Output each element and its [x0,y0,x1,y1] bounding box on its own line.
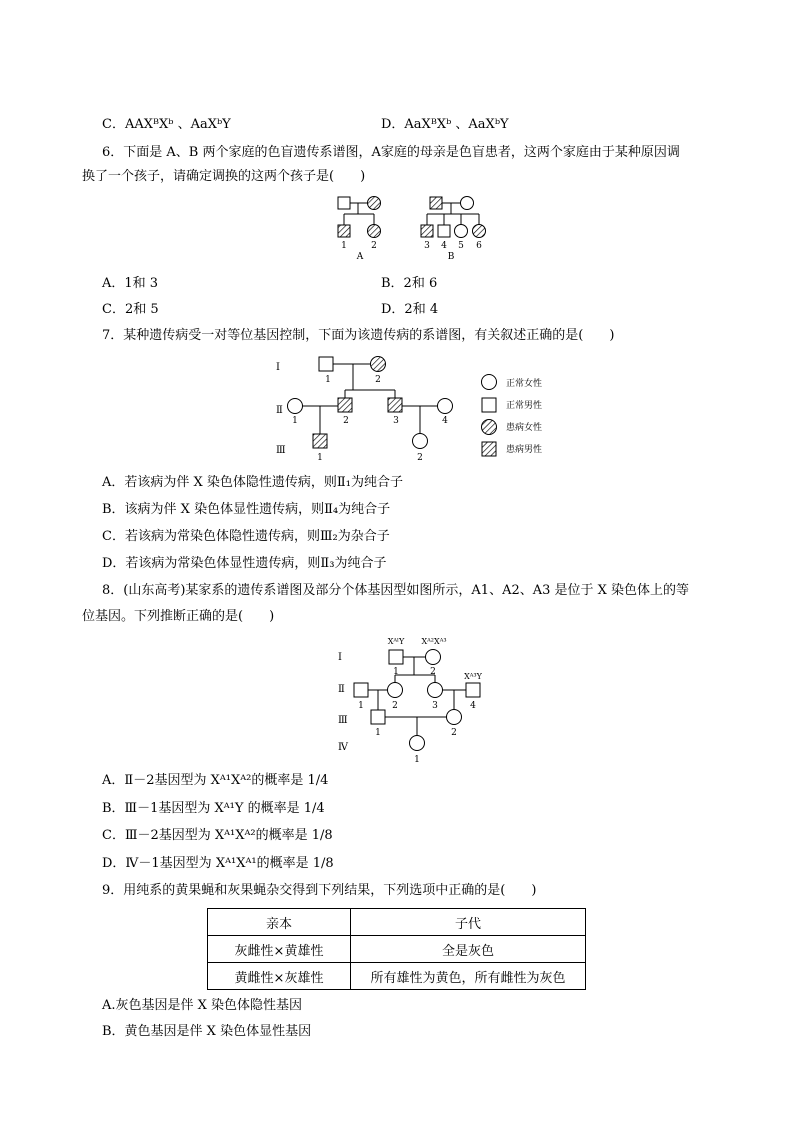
q8-label-i2: 2 [430,667,436,677]
q7-label-iii1: 1 [317,453,323,463]
q8-ii3 [428,683,443,698]
q8-option-c: C．Ⅲ－2基因型为 Xᴬ¹Xᴬ²的概率是 1/8 [102,828,333,843]
q8-gen-3: Ⅲ [338,715,348,726]
q9-stem: 9．用纯系的黄果蝇和灰果蝇杂交得到下列结果，下列选项中正确的是( ) [102,883,537,898]
q7-label-ii3: 3 [393,416,399,426]
q8-stem-line2: 位基因。下列推断正确的是( ) [82,609,275,624]
q8-i2 [426,650,441,665]
q8-label-iv1: 1 [414,755,420,765]
q7-i1 [319,357,333,371]
q7-option-a: A．若该病为伴 X 染色体隐性遗传病，则Ⅱ₁为纯合子 [102,475,403,490]
q6-b-child-6 [473,225,486,238]
q8-label-iii2: 2 [451,728,457,738]
q7-option-d: D．若该病为常染色体显性遗传病，则Ⅱ₃为纯合子 [102,556,387,571]
q8-option-a: A．Ⅱ－2基因型为 Xᴬ¹Xᴬ²的概率是 1/4 [102,773,329,788]
q7-ii4 [438,399,453,414]
table-header-parent: 亲本 [208,909,351,936]
legend-normal-female-icon [482,375,497,390]
q8-gen-1: Ⅰ [338,652,342,663]
q8-stem-line1: 8．(山东高考)某家系的遗传系谱图及部分个体基因型如图所示，A1、A2、A3 是位于 X 染色体上的等 [102,583,690,598]
q7-stem: 7．某种遗传病受一对等位基因控制，下面为该遗传病的系谱图，有关叙述正确的是( ) [102,328,615,343]
legend-normal-female: 正常女性 [506,379,543,389]
q8-gen-2: Ⅱ [338,684,345,695]
q7-gen-2: Ⅱ [276,405,283,416]
q7-ii1 [288,399,303,414]
q7-ii3 [388,398,402,412]
table-header-offspring: 子代 [351,909,586,936]
q6-pedigree-figure [330,190,500,265]
q8-iii2 [447,710,462,725]
q8-genotype-i1: XᴬˡY [387,637,405,646]
legend-affected-female-icon [482,420,497,435]
table-cell-offspring: 全是灰色 [351,936,586,963]
q6-b-child-3 [421,225,433,237]
q8-gen-4: Ⅳ [338,742,348,753]
q8-label-ii4: 4 [470,701,476,711]
q6-option-b: B．2和 6 [381,276,438,291]
q8-label-ii3: 3 [432,701,438,711]
q7-option-c: C．若该病为常染色体隐性遗传病，则Ⅲ₂为杂合子 [102,529,390,544]
q8-label-iii1: 1 [375,728,381,738]
q8-label-ii2: 2 [392,701,398,711]
q7-label-ii2: 2 [343,416,349,426]
q9-option-a: A.灰色基因是伴 X 染色体隐性基因 [102,998,303,1013]
q9-option-b: B．黄色基因是伴 X 染色体显性基因 [102,1024,312,1039]
q7-ii2 [338,398,352,412]
q6-label-6: 6 [476,241,482,251]
q6-option-d: D．2和 4 [381,302,439,317]
q6-stem-line1: 6．下面是 A、B 两个家庭的色盲遗传系谱图，A家庭的母亲是色盲患者，这两个家庭由于某种原因调 [102,145,680,160]
q8-label-ii1: 1 [358,701,364,711]
q6-b-child-5 [455,225,468,238]
q6-b-mother [461,197,474,210]
q7-option-b: B．该病为伴 X 染色体显性遗传病，则Ⅱ₄为纯合子 [102,502,391,517]
legend-affected-male: 患病男性 [506,445,543,455]
q6-label-a: A [356,252,364,262]
q8-option-b: B．Ⅲ－1基因型为 Xᴬ¹Y 的概率是 1/4 [102,801,325,816]
legend-affected-male-icon [482,442,496,456]
q6-a-father [338,197,350,209]
legend-normal-male-icon [482,398,496,412]
q7-gen-3: Ⅲ [276,445,286,456]
q8-i1 [389,650,403,664]
table-cell-parent: 黄雌性×灰雄性 [208,963,351,990]
q6-label-1: 1 [341,241,347,251]
q8-ii2 [388,683,403,698]
q6-stem-line2: 换了一个孩子，请确定调换的这两个孩子是( ) [82,169,366,184]
table-cell-offspring: 所有雄性为黄色，所有雌性为灰色 [351,963,586,990]
q8-pedigree-figure [330,632,500,766]
q7-iii1 [313,434,327,448]
q6-a-mother [368,197,381,210]
q8-ii4 [466,683,480,697]
q8-label-i1: 1 [393,667,399,677]
table-cell-parent: 灰雌性×黄雄性 [208,936,351,963]
q7-label-ii4: 4 [442,416,448,426]
legend-affected-female: 患病女性 [506,423,543,433]
q7-gen-1: Ⅰ [276,362,280,373]
q6-b-father [430,197,442,209]
q8-genotype-i2: Xᴬ²Xᴬ³ [421,637,447,646]
q6-label-3: 3 [424,241,430,251]
q8-ii1 [354,683,368,697]
q7-pedigree-figure [268,350,568,468]
q5-option-d: D．AaXᴮXᵇ 、AaXᵇY [381,117,509,132]
q8-iii1 [371,710,385,724]
q6-label-5: 5 [458,241,464,251]
q5-option-c: C．AAXᴮXᵇ 、AaXᵇY [102,117,231,132]
q7-label-iii2: 2 [417,453,423,463]
q6-label-b: B [447,252,455,262]
q6-label-2: 2 [371,241,377,251]
q8-iv1 [410,736,425,751]
q6-option-c: C．2和 5 [102,302,159,317]
table-row [208,936,586,963]
q6-label-4: 4 [441,241,447,251]
q6-b-child-4 [438,225,450,237]
q9-results-table [207,908,586,990]
q7-label-i2: 2 [375,375,381,385]
q6-a-child-1 [338,225,350,237]
q7-label-ii1: 1 [292,416,298,426]
table-row [208,963,586,990]
legend-normal-male: 正常男性 [506,401,543,411]
q8-option-d: D．Ⅳ－1基因型为 Xᴬ¹Xᴬ¹的概率是 1/8 [102,856,334,871]
q6-a-child-2 [368,225,381,238]
q8-genotype-ii4: Xᴬ³Y [464,672,482,681]
q6-option-a: A．1和 3 [102,276,159,291]
q7-iii2 [413,434,428,449]
table-header-row [208,909,586,936]
q7-i2 [371,357,386,372]
q7-label-i1: 1 [325,375,331,385]
